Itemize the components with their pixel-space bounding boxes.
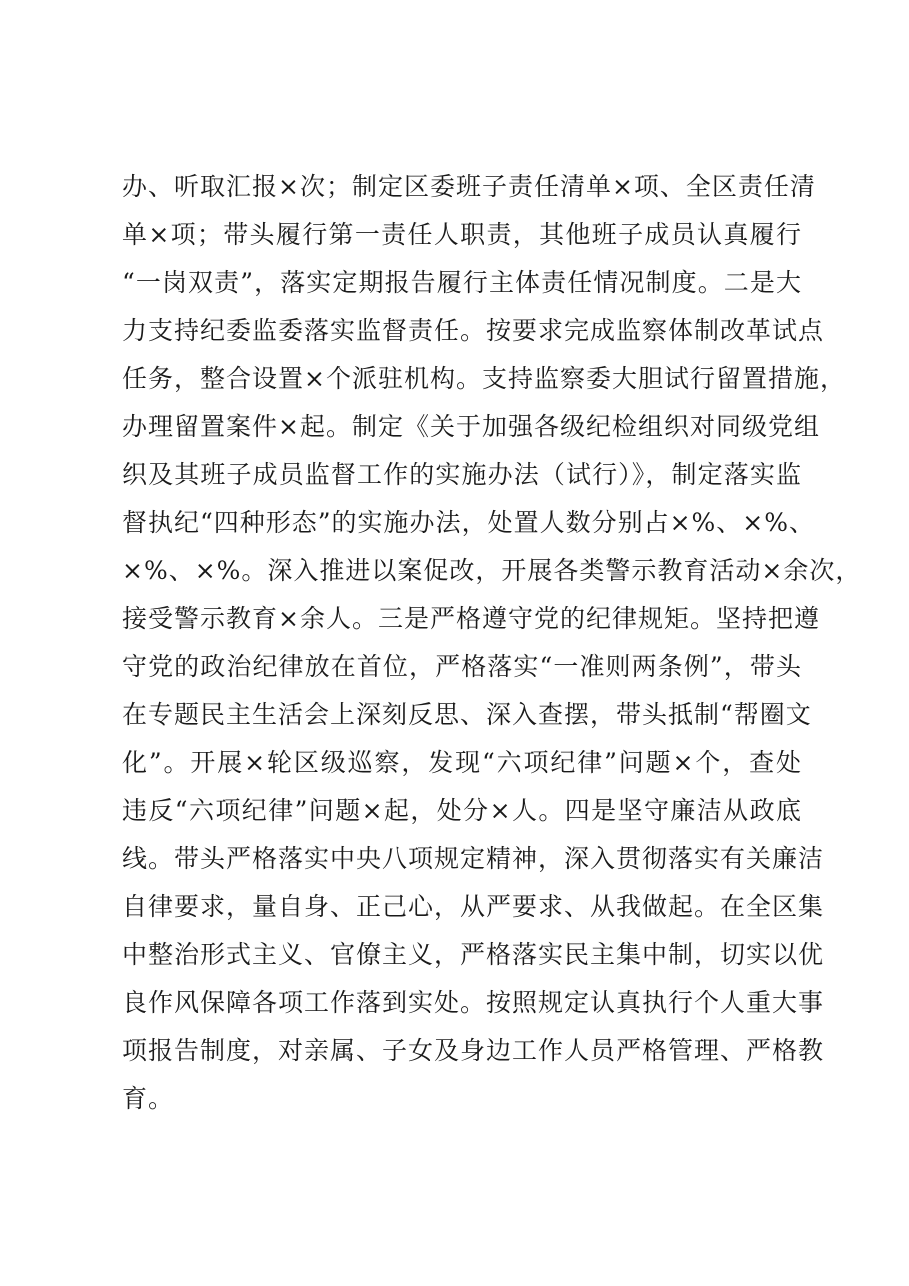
- text-line: 织及其班子成员监督工作的实施办法（试行）》，制定落实监: [122, 460, 802, 489]
- text-line: 良作风保障各项工作落到实处。按照规定认真执行个人重大事: [122, 988, 825, 1017]
- text-line: 督执纪“四种形态”的实施办法，处置人数分别占×%、×%、: [122, 508, 815, 537]
- text-line: 在专题民主生活会上深刻反思、深入查摆，带头抵制“帮圈文: [122, 700, 812, 729]
- text-line: 中整治形式主义、官僚主义，严格落实民主集中制，切实以优: [122, 940, 825, 969]
- text-line: 自律要求，量自身、正己心，从严要求、从我做起。在全区集: [122, 892, 825, 921]
- text-line: 线。带头严格落实中央八项规定精神，深入贯彻落实有关廉洁: [122, 844, 825, 873]
- text-line: 育。: [122, 1084, 175, 1113]
- text-line: 办、听取汇报×次；制定区委班子责任清单×项、全区责任清: [122, 172, 816, 201]
- text-line: 违反“六项纪律”问题×起，处分×人。四是坚守廉洁从政底: [122, 796, 802, 825]
- text-line: 守党的政治纪律放在首位，严格落实“一准则两条例”，带头: [122, 652, 802, 681]
- text-line: 单×项；带头履行第一责任人职责，其他班子成员认真履行: [122, 220, 802, 249]
- text-line: 化”。开展×轮区级巡察，发现“六项纪律”问题×个，查处: [122, 748, 802, 777]
- text-line: 项报告制度，对亲属、子女及身边工作人员严格管理、严格教: [122, 1036, 825, 1065]
- text-line: ×%、×%。深入推进以案促改，开展各类警示教育活动×余次，: [122, 556, 862, 585]
- text-line: “一岗双责”，落实定期报告履行主体责任情况制度。二是大: [122, 268, 802, 297]
- text-line: 力支持纪委监委落实监督责任。按要求完成监察体制改革试点: [122, 316, 825, 345]
- text-line: 办理留置案件×起。制定《关于加强各级纪检组织对同级党组: [122, 412, 820, 441]
- text-line: 任务，整合设置×个派驻机构。支持监察委大胆试行留置措施，: [122, 364, 846, 393]
- text-line: 接受警示教育×余人。三是严格遵守党的纪律规矩。坚持把遵: [122, 604, 820, 633]
